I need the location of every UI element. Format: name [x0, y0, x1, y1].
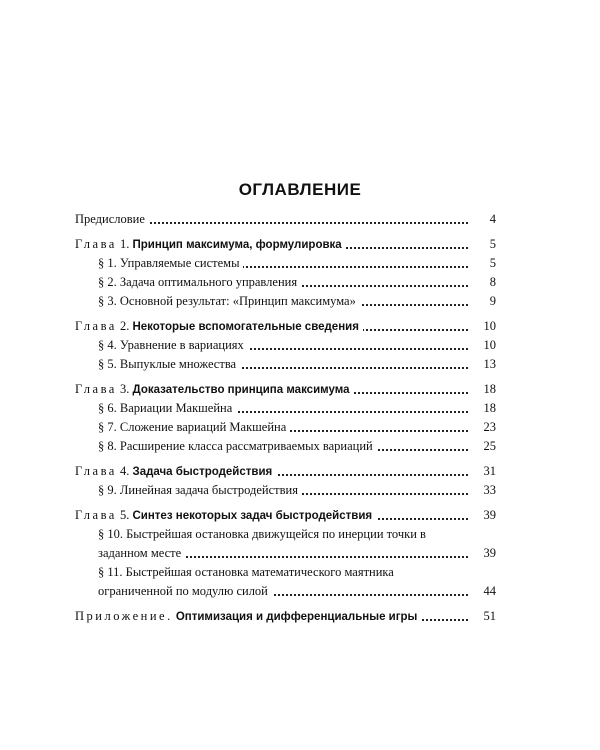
toc-entry-label: § 3. Основной результат: «Принцип максимума»: [98, 294, 360, 308]
toc-chapter-5: [75, 506, 496, 525]
toc-section-10: [75, 525, 496, 563]
toc-entry-label: § 9. Линейная задача быстродействия: [98, 483, 302, 497]
appendix-prefix: Приложение.: [75, 609, 173, 623]
toc-section-5: [75, 355, 496, 374]
toc-page-number: 5: [470, 254, 496, 273]
toc-entry-label: Предисловие: [75, 212, 149, 226]
toc-page-number: 33: [470, 481, 496, 500]
chapter-number: 3.: [119, 382, 130, 396]
chapter-prefix: Глава: [75, 508, 117, 522]
toc-entry-preface: [75, 210, 496, 229]
toc-section-8: [75, 437, 496, 456]
toc-page-number: 18: [470, 380, 496, 399]
appendix-title: Оптимизация и дифференциальные игры: [175, 611, 418, 623]
table-of-contents: [75, 210, 496, 626]
chapter-prefix: Глава: [75, 382, 117, 396]
toc-page-number: 13: [470, 355, 496, 374]
toc-chapter-2: [75, 317, 496, 336]
chapter-title: Принцип максимума, формулировка: [132, 239, 342, 251]
toc-page-number: 8: [470, 273, 496, 292]
chapter-number: 4.: [119, 464, 130, 478]
chapter-title: Синтез некоторых задач быстродействия: [132, 510, 373, 522]
toc-page-number: 31: [470, 462, 496, 481]
toc-page-number: 39: [470, 506, 496, 525]
toc-appendix: [75, 607, 496, 626]
chapter-prefix: Глава: [75, 464, 117, 478]
toc-page-number: 9: [470, 292, 496, 311]
toc-entry-label: § 10. Быстрейшая остановка движущейся по инерции точки в заданном месте: [98, 527, 426, 560]
toc-page-number: 5: [470, 235, 496, 254]
toc-page-number: 23: [470, 418, 496, 437]
chapter-title: Задача быстродействия: [132, 466, 273, 478]
chapter-title: Некоторые вспомогательные сведения: [132, 321, 359, 333]
toc-entry-label: § 2. Задача оптимального управления: [98, 275, 301, 289]
chapter-number: 5.: [119, 508, 130, 522]
toc-entry-label: § 11. Быстрейшая остановка математического маятника ограниченной по модулю силой: [98, 565, 394, 598]
toc-chapter-1: [75, 235, 496, 254]
chapter-number: 1.: [119, 237, 130, 251]
chapter-prefix: Глава: [75, 319, 117, 333]
chapter-title: Доказательство принципа максимума: [132, 384, 350, 396]
toc-page-number: 25: [470, 437, 496, 456]
toc-page-number: 44: [470, 582, 496, 601]
toc-section-4: [75, 336, 496, 355]
toc-chapter-3: [75, 380, 496, 399]
toc-page-number: 4: [470, 210, 496, 229]
toc-section-11: [75, 563, 496, 601]
toc-section-3: [75, 292, 496, 311]
toc-page-number: 10: [470, 317, 496, 336]
chapter-number: 2.: [119, 319, 130, 333]
toc-page-number: 18: [470, 399, 496, 418]
toc-section-7: [75, 418, 496, 437]
toc-section-9: [75, 481, 496, 500]
toc-entry-label: § 7. Сложение вариаций Макшейна: [98, 420, 290, 434]
chapter-prefix: Глава: [75, 237, 117, 251]
toc-section-6: [75, 399, 496, 418]
toc-section-2: [75, 273, 496, 292]
toc-entry-label: § 8. Расширение класса рассматриваемых вариаций: [98, 439, 377, 453]
toc-entry-label: § 6. Вариации Макшейна: [98, 401, 236, 415]
toc-entry-label: § 4. Уравнение в вариациях: [98, 338, 248, 352]
toc-page-number: 10: [470, 336, 496, 355]
toc-page-number: 51: [470, 607, 496, 626]
toc-section-1: [75, 254, 496, 273]
toc-entry-label: § 1. Управляемые системы: [98, 256, 243, 270]
page-title: ОГЛАВЛЕНИЕ: [238, 180, 362, 199]
toc-entry-label: § 5. Выпуклые множества: [98, 357, 240, 371]
toc-page-number: 39: [470, 544, 496, 563]
toc-chapter-4: [75, 462, 496, 481]
